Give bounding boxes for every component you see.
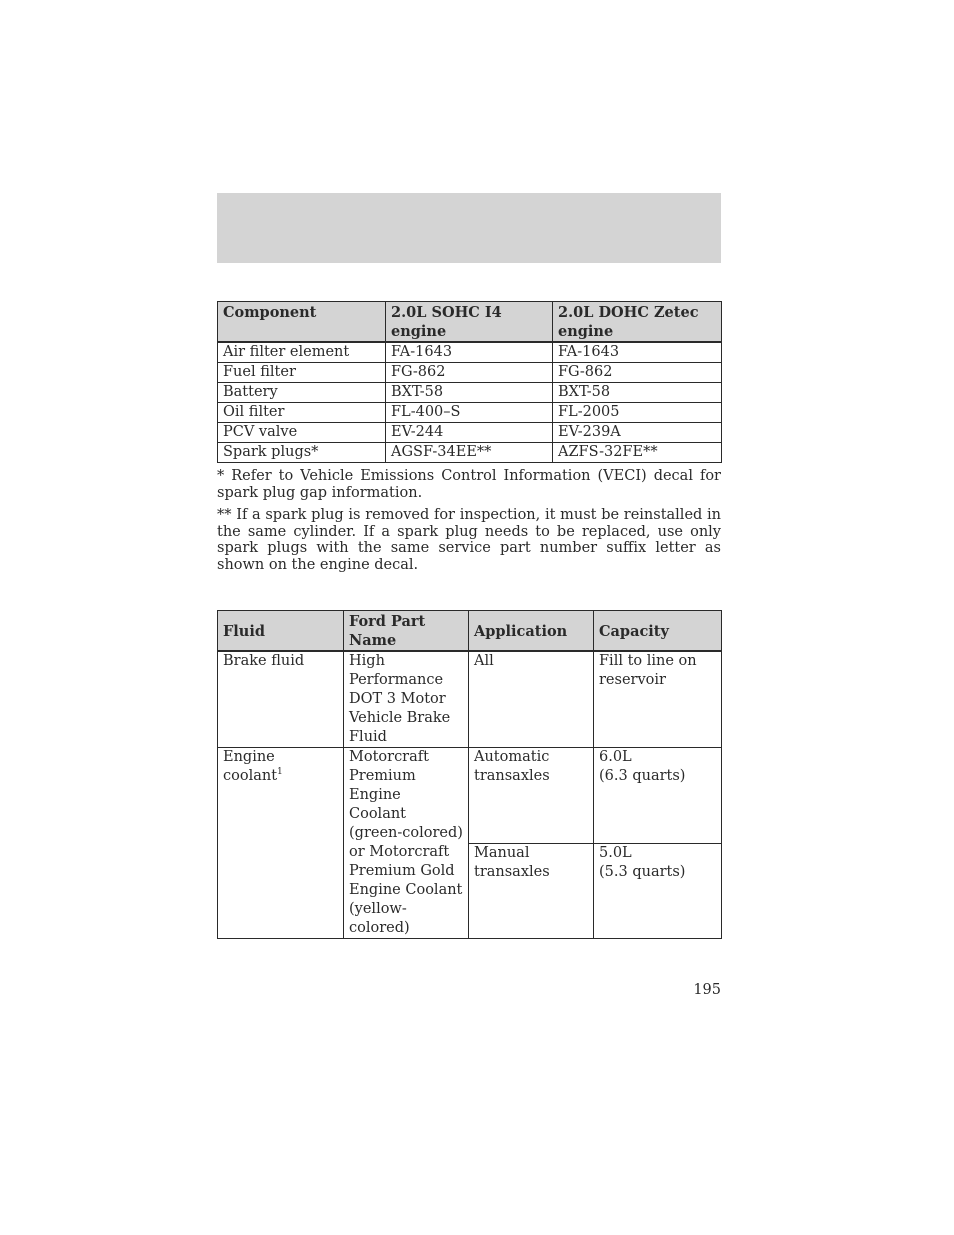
- parts-cell: BXT-58: [386, 383, 553, 403]
- table-row: [218, 342, 722, 363]
- table-row: [218, 363, 722, 383]
- parts-table-header-row: [218, 302, 722, 343]
- parts-cell: Battery: [218, 383, 386, 403]
- parts-cell: Spark plugs*: [218, 443, 386, 463]
- parts-header-dohc: 2.0L DOHC Zetec engine: [553, 302, 722, 343]
- brake-application-cell: All: [469, 651, 594, 748]
- spark-plug-gap-note: * Refer to Vehicle Emissions Control Information (VECI) decal for spark plug gap information.: [217, 468, 721, 501]
- parts-header-component: Component: [218, 302, 386, 343]
- table-row: [218, 403, 722, 423]
- section-header-band: [217, 193, 721, 263]
- table-row: [218, 651, 722, 748]
- parts-cell: BXT-58: [553, 383, 722, 403]
- parts-cell: AZFS-32FE**: [553, 443, 722, 463]
- coolant-footnote-marker: 1: [277, 767, 283, 778]
- parts-cell: Fuel filter: [218, 363, 386, 383]
- parts-cell: EV-239A: [553, 423, 722, 443]
- fluids-header-capacity: Capacity: [594, 611, 722, 652]
- parts-cell: FL-400–S: [386, 403, 553, 423]
- parts-cell: AGSF-34EE**: [386, 443, 553, 463]
- coolant-part-cell: Motorcraft Premium Engine Coolant (green-colored) or Motorcraft Premium Gold Engine Coolant (yellow-colored): [344, 748, 469, 939]
- page-number: 195: [693, 982, 721, 998]
- parts-cell: FA-1643: [386, 342, 553, 363]
- spark-plug-reinstall-note: ** If a spark plug is removed for inspection, it must be reinstalled in the same cylinder. If a spark plug needs to be replaced, use only spark plugs with the same service part number suffix letter as shown on the engine decal.: [217, 507, 721, 573]
- brake-capacity-cell: Fill to line on reservoir: [594, 651, 722, 748]
- parts-header-sohc: 2.0L SOHC I4 engine: [386, 302, 553, 343]
- coolant-fluid-cell: [218, 748, 344, 939]
- coolant-auto-capacity-cell: 6.0L (6.3 quarts): [594, 748, 722, 844]
- coolant-fluid-label: Engine coolant: [223, 749, 278, 784]
- table-row: [218, 383, 722, 403]
- coolant-manual-capacity-cell: 5.0L (5.3 quarts): [594, 843, 722, 939]
- parts-cell: FG-862: [386, 363, 553, 383]
- coolant-manual-application-cell: Manual transaxles: [469, 843, 594, 939]
- fluids-table: [217, 610, 722, 939]
- parts-cell: EV-244: [386, 423, 553, 443]
- brake-fluid-cell: Brake fluid: [218, 651, 344, 748]
- fluids-header-application: Application: [469, 611, 594, 652]
- table-row: [218, 748, 722, 844]
- parts-cell: Oil filter: [218, 403, 386, 423]
- parts-cell: FL-2005: [553, 403, 722, 423]
- brake-part-cell: High Performance DOT 3 Motor Vehicle Brake Fluid: [344, 651, 469, 748]
- parts-cell: Air filter element: [218, 342, 386, 363]
- parts-cell: FG-862: [553, 363, 722, 383]
- parts-cell: PCV valve: [218, 423, 386, 443]
- parts-table: [217, 301, 722, 463]
- fluids-header-part-name: Ford Part Name: [344, 611, 469, 652]
- fluids-table-header-row: [218, 611, 722, 652]
- parts-cell: FA-1643: [553, 342, 722, 363]
- table-row: [218, 443, 722, 463]
- coolant-auto-application-cell: Automatic transaxles: [469, 748, 594, 844]
- fluids-header-fluid: Fluid: [218, 611, 344, 652]
- table-row: [218, 423, 722, 443]
